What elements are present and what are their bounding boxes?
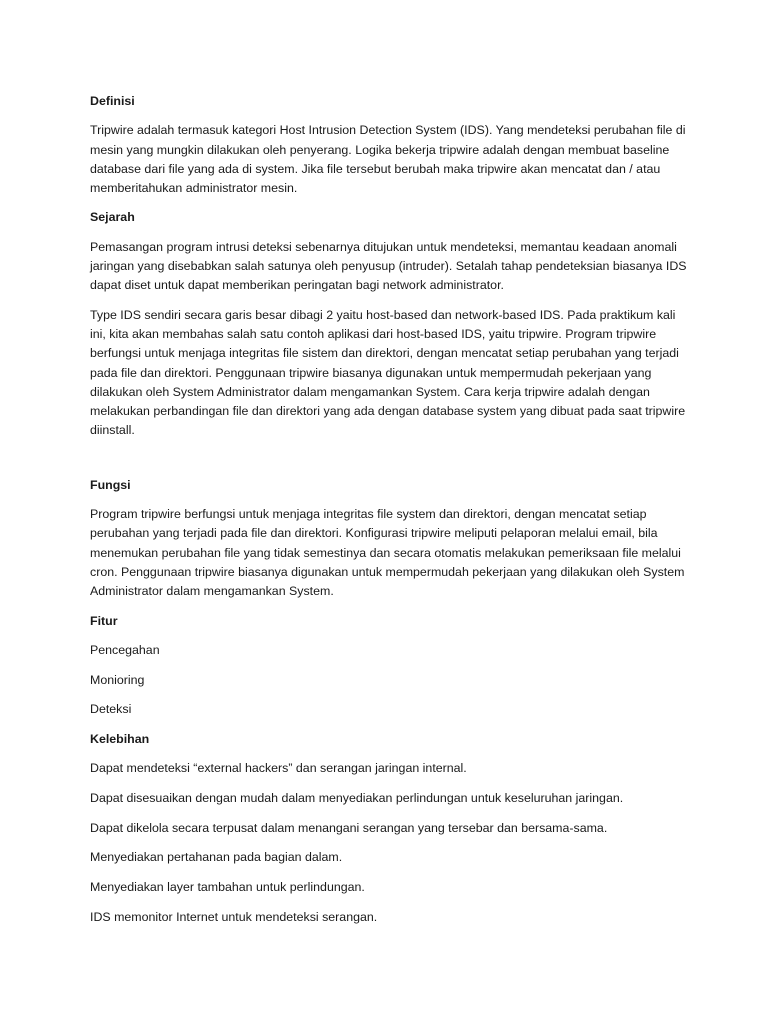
kelebihan-item: Dapat disesuaikan dengan mudah dalam menyediakan perlindungan untuk keseluruhan jaringan. [90, 790, 624, 805]
kelebihan-item: Dapat dikelola secara terpusat dalam menangani serangan yang tersebar dan bersama-sama. [90, 820, 608, 835]
kelebihan-item: Menyediakan pertahanan pada bagian dalam. [90, 850, 343, 865]
heading-kelebihan: Kelebihan [90, 731, 150, 746]
kelebihan-item: Dapat mendeteksi “external hackers” dan serangan jaringan internal. [90, 761, 467, 776]
fitur-item: Monioring [90, 672, 145, 687]
heading-sejarah: Sejarah [90, 210, 135, 225]
paragraph-definisi: Tripwire adalah termasuk kategori Host Intrusion Detection System (IDS). Yang mendeteksi perubahan file di mesin yang mungkin dilakukan oleh penyerang. Logika bekerja tripwire adalah dengan membuat baseline database dari file yang ada di system. Jika file tersebut berubah maka tripwire akan mencatat dan / atau memberitahukan administrator mesin. [90, 123, 686, 196]
kelebihan-item: Menyediakan layer tambahan untuk perlindungan. [90, 879, 365, 894]
heading-definisi: Definisi [90, 94, 135, 108]
heading-fungsi: Fungsi [90, 477, 131, 492]
paragraph-sejarah-1: Pemasangan program intrusi deteksi sebenarnya ditujukan untuk mendeteksi, memantau keadaan anomali jaringan yang disebabkan salah satunya oleh penyusup (intruder). Setalah tahap pendeteksian biasanya IDS dapat diset untuk dapat memberikan peringatan bagi network administrator. [90, 239, 687, 293]
kelebihan-item: IDS memonitor Internet untuk mendeteksi serangan. [90, 909, 378, 924]
paragraph-fungsi: Program tripwire berfungsi untuk menjaga integritas file system dan direktori, dengan mencatat setiap perubahan yang terjadi pada file dan direktori. Konfigurasi tripwire meliputi pelaporan melalui email, bila menemukan perubahan file yang tidak semestinya dan secara otomatis melakukan pemeriksaan file melalui cron. Penggunaan tripwire biasanya digunakan untuk mempermudah pekerjaan yang dilakukan oleh System Administrator dalam mengamankan System. [90, 507, 685, 599]
paragraph-sejarah-2: Type IDS sendiri secara garis besar dibagi 2 yaitu host-based dan network-based IDS. Pada praktikum kali ini, kita akan membahas salah satu contoh aplikasi dari host-based IDS, yaitu tripwire. Program tripwire berfungsi untuk menjaga integritas file sistem dan direktori, dengan mencatat setiap perubahan yang terjadi pada file dan direktori. Penggunaan tripwire biasanya digunakan untuk mempermudah pekerjaan yang dilakukan oleh System Administrator dalam mengamankan System. Cara kerja tripwire adalah dengan melakukan perbandingan file dan direktori yang ada dengan database system yang dibuat pada saat tripwire diinstall. [90, 307, 686, 438]
heading-fitur: Fitur [90, 613, 118, 628]
fitur-item: Deteksi [90, 702, 132, 717]
document-page [90, 92, 690, 937]
fitur-item: Pencegahan [90, 642, 160, 657]
